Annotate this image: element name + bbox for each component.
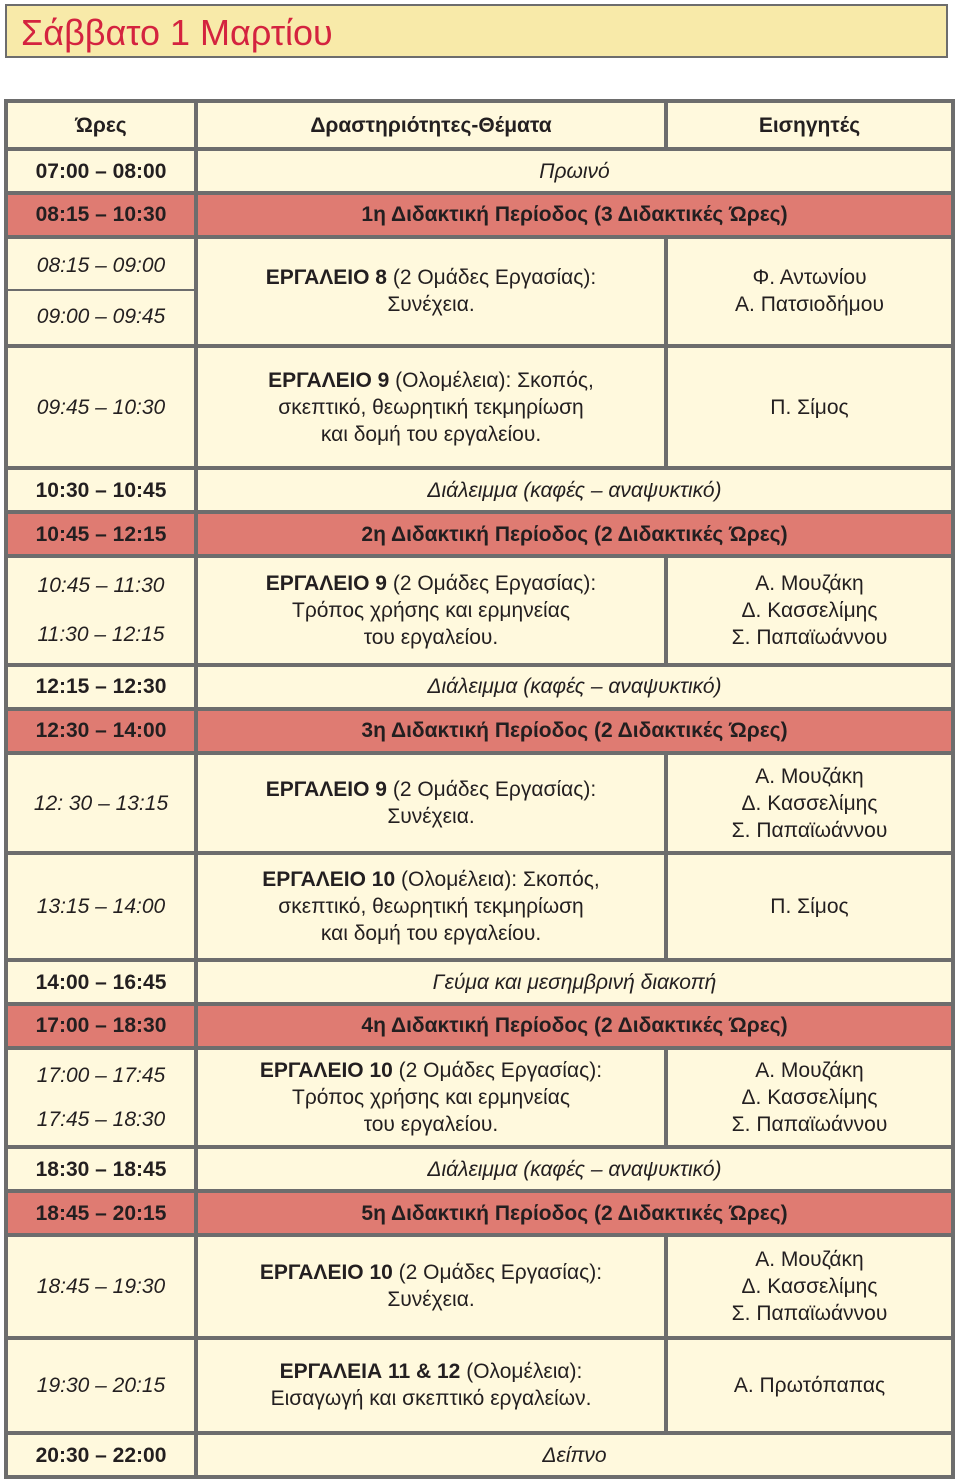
break-cell: Διάλειμμα (καφές – αναψυκτικό) (198, 1149, 951, 1189)
speaker-name: Α. Μουζάκη (755, 1247, 864, 1271)
time-cell: 09:45 – 10:30 (8, 348, 194, 467)
time-slot: 10:45 – 11:30 (37, 574, 165, 598)
activity-text: Συνέχεια. (387, 293, 475, 317)
speaker-name: Α. Μουζάκη (755, 764, 864, 788)
time-cell-split (8, 558, 194, 663)
time-cell: 12:30 – 14:00 (8, 711, 194, 751)
speaker-name: Σ. Παπαϊωάννου (731, 1113, 888, 1137)
time-slot: 09:00 – 09:45 (36, 304, 166, 328)
table-row (8, 1149, 951, 1189)
activity-text: Τρόπος χρήσης και ερμηνείας (292, 599, 570, 623)
activity-text: του εργαλείου. (363, 1113, 499, 1137)
speakers-cell (668, 558, 951, 663)
table-row (8, 348, 951, 467)
activity-text: (2 Ομάδες Εργασίας): (392, 266, 597, 290)
activity-cell (198, 1050, 664, 1145)
time-cell: 18:45 – 19:30 (8, 1237, 194, 1336)
activity-text: Τρόπος χρήσης και ερμηνείας (292, 1086, 570, 1110)
time-cell: 14:00 – 16:45 (8, 962, 194, 1002)
period-row (8, 1193, 951, 1233)
time-cell: 18:30 – 18:45 (8, 1149, 194, 1189)
time-cell: 18:45 – 20:15 (8, 1193, 194, 1233)
activity-cell (198, 239, 664, 344)
speakers-cell (668, 855, 951, 958)
period-row (8, 1006, 951, 1046)
table-row (8, 239, 951, 344)
activity-text: Εισαγωγή και σκεπτικό εργαλείων. (270, 1387, 592, 1411)
activity-cell (198, 558, 664, 663)
table-row (8, 1435, 951, 1475)
time-cell: 20:30 – 22:00 (8, 1435, 194, 1475)
time-cell-split (8, 239, 194, 344)
meal-cell: Γεύμα και μεσημβρινή διακοπή (198, 962, 951, 1002)
table-row (8, 1237, 951, 1336)
table-row (8, 470, 951, 510)
tool-name: ΕΡΓΑΛΕΙΟ 10 (262, 868, 396, 892)
activity-text: (2 Ομάδες Εργασίας): (398, 1059, 603, 1083)
activity-text: σκεπτικό, θεωρητική τεκμηρίωση (278, 395, 584, 419)
break-cell: Διάλειμμα (καφές – αναψυκτικό) (198, 667, 951, 707)
table-row (8, 667, 951, 707)
page-title: Σάββατο 1 Μαρτίου (21, 12, 333, 53)
speaker-name: Σ. Παπαϊωάννου (731, 818, 888, 842)
meal-cell: Πρωινό (198, 151, 951, 191)
speaker-name: Α. Πρωτόπαπας (733, 1373, 886, 1397)
activity-text: (2 Ομάδες Εργασίας): (392, 572, 597, 596)
period-row (8, 514, 951, 554)
time-cell: 19:30 – 20:15 (8, 1340, 194, 1431)
time-slot: 11:30 – 12:15 (37, 623, 165, 647)
speakers-cell (668, 1237, 951, 1336)
time-slot: 17:45 – 18:30 (36, 1108, 166, 1132)
time-cell: 08:15 – 10:30 (8, 195, 194, 235)
title-banner (5, 4, 948, 58)
speaker-name: Π. Σίμος (770, 895, 849, 919)
break-cell: Διάλειμμα (καφές – αναψυκτικό) (198, 470, 951, 510)
activity-text: (Ολομέλεια): (466, 1360, 583, 1384)
time-slot: 17:00 – 17:45 (36, 1063, 166, 1087)
schedule-table (4, 99, 955, 1479)
period-row (8, 711, 951, 751)
time-cell: 12: 30 – 13:15 (8, 755, 194, 852)
speakers-cell (668, 1050, 951, 1145)
meal-cell: Δείπνο (198, 1435, 951, 1475)
tool-name: ΕΡΓΑΛΕΙΟ 9 (265, 572, 387, 596)
time-cell: 12:15 – 12:30 (8, 667, 194, 707)
period-title: 3η Διδακτική Περίοδος (2 Διδακτικές Ώρες) (198, 711, 951, 751)
activity-text: και δομή του εργαλείου. (320, 922, 542, 946)
speakers-cell (668, 239, 951, 344)
table-row (8, 962, 951, 1002)
activity-text: σκεπτικό, θεωρητική τεκμηρίωση (278, 895, 584, 919)
period-title: 2η Διδακτική Περίοδος (2 Διδακτικές Ώρες) (198, 514, 951, 554)
activity-cell (198, 348, 664, 467)
table-row (8, 755, 951, 852)
time-cell: 10:30 – 10:45 (8, 470, 194, 510)
time-cell-split (8, 1050, 194, 1145)
activity-text: (Ολομέλεια): Σκοπός, (395, 368, 594, 392)
speakers-cell (668, 1340, 951, 1431)
time-cell: 07:00 – 08:00 (8, 151, 194, 191)
tool-name: ΕΡΓΑΛΕΙΟ 10 (259, 1059, 393, 1083)
activity-cell (198, 755, 664, 852)
period-row (8, 195, 951, 235)
speaker-name: Σ. Παπαϊωάννου (731, 626, 888, 650)
tool-name: ΕΡΓΑΛΕΙΟ 10 (259, 1261, 393, 1285)
activity-text: Συνέχεια. (387, 1288, 475, 1312)
speaker-name: Π. Σίμος (770, 395, 849, 419)
speakers-cell (668, 755, 951, 852)
header-topics: Δραστηριότητες-Θέματα (198, 103, 664, 147)
table-row (8, 151, 951, 191)
table-row (8, 558, 951, 663)
header-times: Ώρες (8, 103, 194, 147)
speaker-name: Α. Μουζάκη (755, 1059, 864, 1083)
period-title: 5η Διδακτική Περίοδος (2 Διδακτικές Ώρες) (198, 1193, 951, 1233)
speaker-name: Α. Πατσιοδήμου (735, 293, 884, 317)
activity-text: (2 Ομάδες Εργασίας): (392, 778, 597, 802)
time-cell: 17:00 – 18:30 (8, 1006, 194, 1046)
table-row (8, 1050, 951, 1145)
activity-text: (Ολομέλεια): Σκοπός, (401, 868, 600, 892)
table-row (8, 1340, 951, 1431)
tool-name: ΕΡΓΑΛΕΙΟ 8 (265, 266, 387, 290)
speaker-name: Δ. Κασσελίμης (741, 1086, 878, 1110)
period-title: 1η Διδακτική Περίοδος (3 Διδακτικές Ώρες) (198, 195, 951, 235)
speaker-name: Α. Μουζάκη (755, 572, 864, 596)
time-slot: 08:15 – 09:00 (8, 241, 194, 291)
time-cell: 10:45 – 12:15 (8, 514, 194, 554)
speaker-name: Δ. Κασσελίμης (741, 599, 878, 623)
activity-cell (198, 1237, 664, 1336)
activity-cell (198, 855, 664, 958)
speakers-cell (668, 348, 951, 467)
header-speakers: Εισηγητές (668, 103, 951, 147)
activity-text: (2 Ομάδες Εργασίας): (398, 1261, 603, 1285)
speaker-name: Δ. Κασσελίμης (741, 1274, 878, 1298)
tool-name: ΕΡΓΑΛΕΙΟ 9 (268, 368, 390, 392)
speaker-name: Σ. Παπαϊωάννου (731, 1301, 888, 1325)
period-title: 4η Διδακτική Περίοδος (2 Διδακτικές Ώρες) (198, 1006, 951, 1046)
activity-cell (198, 1340, 664, 1431)
speaker-name: Δ. Κασσελίμης (741, 791, 878, 815)
time-cell: 13:15 – 14:00 (8, 855, 194, 958)
activity-text: Συνέχεια. (387, 805, 475, 829)
tool-name: ΕΡΓΑΛΕΙΑ 11 & 12 (279, 1360, 461, 1384)
table-header-row (8, 103, 951, 147)
tool-name: ΕΡΓΑΛΕΙΟ 9 (265, 778, 387, 802)
speaker-name: Φ. Αντωνίου (752, 266, 867, 290)
activity-text: του εργαλείου. (363, 626, 499, 650)
activity-text: και δομή του εργαλείου. (320, 422, 542, 446)
table-row (8, 855, 951, 958)
